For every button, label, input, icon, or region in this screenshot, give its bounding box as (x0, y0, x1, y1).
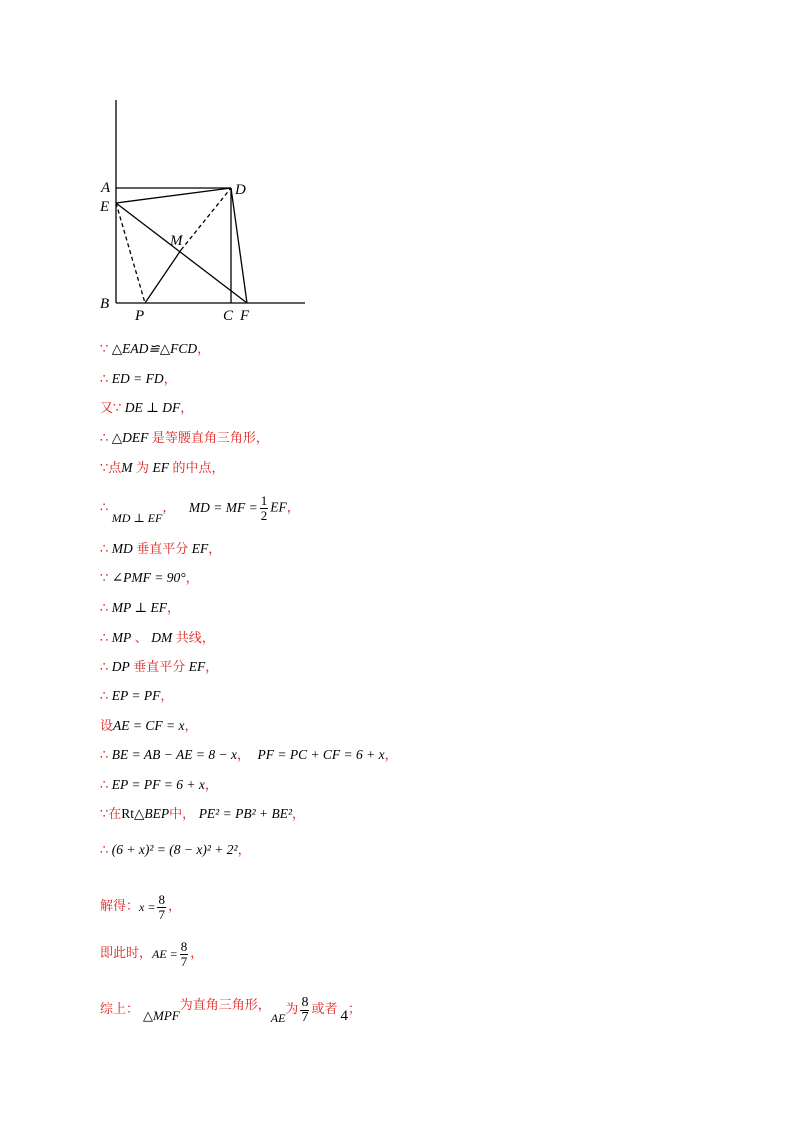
proof-line-14: ∴ BE = AB − AE = 8 − x， PF = PC + CF = 6 + x， (100, 747, 398, 763)
segment-md-dashed (181, 188, 231, 250)
label-m: M (170, 233, 183, 249)
segment-ed (116, 188, 231, 203)
proof-line-20: 综上： △MPF 为直角三角形， AE 为 $\frac{8}{7}$ 或者 4 ； (100, 994, 361, 1025)
fraction-eight-sevenths: $\frac{8}{7}$ (301, 994, 309, 1025)
label-d: D (235, 182, 246, 198)
proof-line-16: ∵在Rt△BEP中， PE² = PB² + BE²， (100, 806, 306, 822)
proof-line-5: ∵点M 为 EF 的中点， (100, 460, 225, 476)
proof-line-1: ∵ △EAD≌△FCD， (100, 341, 211, 357)
segment-df (231, 188, 247, 303)
segment-pm (145, 250, 181, 303)
proof-line-12: ∴ EP = PF， (100, 688, 174, 704)
geometry-figure (95, 95, 310, 325)
segment-ep-dashed (116, 203, 145, 303)
proof-line-10: ∴ MP 、 DM 共线， (100, 630, 215, 646)
fraction-one-half: $\frac{1}{2}$ (260, 493, 268, 523)
label-b: B (100, 296, 110, 312)
proof-line-18: 解得： x = $\frac{8}{7}$ ， (100, 891, 181, 922)
fraction-eight-sevenths: $\frac{8}{7}$ (180, 938, 188, 969)
proof-line-11: ∴ DP 垂直平分 EF， (100, 659, 219, 675)
proof-line-9: ∴ MP ⊥ EF， (100, 600, 180, 616)
proof-line-13: 设AE = CF = x， (100, 718, 198, 734)
proof-line-4: ∴ △DEF 是等腰直角三角形， (100, 430, 269, 446)
proof-line-7: ∴ MD 垂直平分 EF， (100, 541, 222, 557)
fraction-eight-sevenths: $\frac{8}{7}$ (158, 891, 165, 922)
segment-ef (116, 203, 247, 303)
proof-line-17: ∴ (6 + x)² = (8 − x)² + 2²， (100, 842, 251, 858)
proof-line-15: ∴ EP = PF = 6 + x， (100, 777, 218, 793)
proof-line-19: 即此时， AE = $\frac{8}{7}$ ， (100, 938, 204, 969)
label-f: F (240, 308, 250, 324)
proof-line-8: ∵ ∠PMF = 90°， (100, 570, 199, 586)
label-p: P (135, 308, 145, 324)
label-c: C (223, 308, 234, 324)
label-e: E (100, 199, 110, 215)
proof-line-3: 又∵ DE ⊥ DF， (100, 400, 194, 416)
proof-line-6: ∴ MD ⊥ EF， MD = MF = $\frac{1}{2}$ EF， (100, 493, 300, 525)
label-a: A (101, 180, 111, 196)
proof-line-2: ∴ ED = FD， (100, 371, 177, 387)
